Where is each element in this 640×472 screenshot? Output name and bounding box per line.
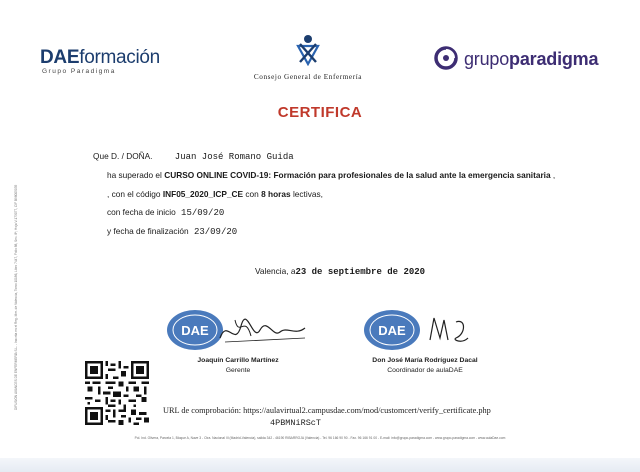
end-label: y fecha de finalización [107, 226, 189, 236]
code-line-prefix: , con el código [107, 189, 161, 199]
issue-date: 23 de septiembre de 2020 [295, 267, 426, 277]
student-line [93, 151, 294, 162]
bottom-band [0, 458, 640, 472]
dae-logo-bold: DAE [40, 47, 80, 68]
seal-text-2: DAE [378, 323, 406, 338]
dae-logo-sub: Grupo Paradigma [42, 68, 116, 75]
paradigma-swirl-icon [434, 46, 460, 70]
start-line [107, 207, 224, 218]
verification-url[interactable]: https://aulavirtual2.campusdae.com/mod/customcert/verify_certificate.php [243, 406, 491, 415]
seal-text-1: DAE [181, 323, 209, 338]
verification-url-line [163, 406, 491, 415]
student-name: Juan José Romano Guida [174, 152, 294, 162]
verification-label: URL de comprobación: [163, 406, 242, 415]
signature-block-coordinador [362, 308, 482, 359]
signer-2-role: Coordinador de aulaDAE [387, 367, 463, 374]
cge-emblem-icon [295, 34, 321, 66]
end-date: 23/09/20 [193, 227, 238, 237]
gp-logo-regular: grupo [464, 49, 510, 69]
side-legal-text: DIFUSIÓN AVANCES DE ENFERMERÍA S.L. - Inscrita en el Reg. Mer. de Valencia, Tomo 10186, Libro 7447, Folio 88, Sec. 8ª, Hoja V-173077, CIF B98005035 [14, 184, 18, 410]
qr-code-icon[interactable] [85, 361, 149, 430]
certificate-title: CERTIFICA [277, 104, 363, 121]
cge-logo [238, 34, 378, 81]
signer-1-name: Joaquín Carrillo Martínez [197, 357, 279, 364]
course-line-prefix: ha superado el [107, 170, 162, 180]
start-label: con fecha de inicio [107, 207, 176, 217]
course-code: INF05_2020_ICP_CE [162, 189, 244, 199]
code-line-suffix: lectivas, [292, 189, 323, 199]
start-date: 15/09/20 [181, 208, 225, 218]
course-line [107, 170, 555, 180]
code-line-mid: con [245, 189, 259, 199]
end-line [107, 226, 237, 237]
course-hours: 8 horas [261, 189, 291, 199]
dae-seal-signature-icon [165, 308, 315, 354]
gp-logo-bold: paradigma [509, 49, 599, 69]
place-label: Valencia, a [255, 266, 296, 276]
dae-logo-regular: formación [79, 47, 160, 68]
date-line [255, 266, 425, 277]
grupo-paradigma-logo [434, 46, 599, 75]
signer-1-role: Gerente [225, 367, 251, 374]
footer-address: Pol. Ind. Olivera, Parcela 1, Bloque A, Nave 3 - Ctra. Nacional III (Madrid-Valencia), salida 342 - 46190 RIBARROJA (Valencia) - Tel. 96 166 90 90 - Fax. 96 166 91 00 - E-mail: info@grupo-paradigma.com - www.grupo-paradigma.com - www.aulaDae.com [134, 436, 506, 440]
signature-block-gerente [165, 308, 315, 359]
signer-2-name: Don José María Rodríguez Dacal [372, 357, 478, 364]
code-line [107, 189, 323, 199]
course-line-suffix: , [552, 170, 556, 180]
dae-formacion-logo [40, 47, 160, 75]
dae-seal-signature-icon [362, 308, 482, 354]
student-line-prefix: Que D. / DOÑA. [93, 151, 153, 161]
course-label: CURSO ONLINE COVID-19: Formación para profesionales de la salud ante la emergencia sanitaria [164, 170, 551, 180]
verification-code: 4PBMNiRScT [270, 418, 322, 428]
cge-name: Consejo General de Enfermería [253, 73, 363, 81]
